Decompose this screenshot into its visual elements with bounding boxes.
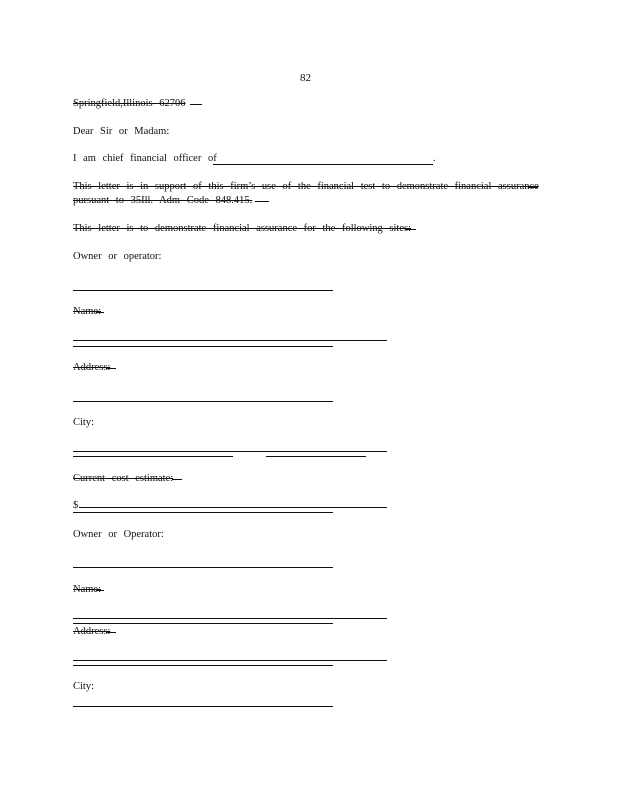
address-blank-2a[interactable]	[73, 660, 387, 661]
salutation: Dear Sir or Madam:	[73, 126, 170, 137]
city-label-2: City:	[73, 681, 95, 692]
strike-extension	[190, 104, 202, 105]
cost-estimate-label: Current cost estimate:	[73, 473, 174, 484]
support-line-1: This letter is in support of this firm’s use of the financial test to demonstrate financial assurance	[73, 181, 539, 192]
name-blank-2b[interactable]	[73, 623, 333, 624]
strike-extension	[106, 632, 116, 633]
strike-extension	[405, 229, 416, 230]
state-zip-blank-1[interactable]	[266, 456, 366, 457]
firm-name-blank[interactable]	[213, 164, 433, 165]
address-label-2: Address:	[73, 626, 111, 637]
city-blank-1b[interactable]	[73, 456, 233, 457]
name-blank-1a[interactable]	[73, 340, 387, 341]
cfo-statement: I am chief financial officer of	[73, 153, 217, 164]
strike-extension	[172, 479, 182, 480]
owner-operator-blank-2[interactable]	[73, 567, 333, 568]
owner-operator-blank-1[interactable]	[73, 290, 333, 291]
address-blank-1[interactable]	[73, 401, 333, 402]
cost-estimate-blank-a[interactable]	[79, 507, 387, 508]
page-number: 82	[300, 72, 311, 84]
strike-extension	[96, 312, 104, 313]
strike-extension	[255, 201, 269, 202]
address-blank-2b[interactable]	[73, 665, 333, 666]
owner-operator-label-1: Owner or operator:	[73, 251, 162, 262]
city-blank-1a[interactable]	[73, 451, 387, 452]
dollar-sign: $	[73, 500, 79, 511]
name-blank-1b[interactable]	[73, 346, 333, 347]
cfo-statement-period: .	[433, 153, 436, 164]
support-line-2: pursuant to 35Ill. Adm Code 848.415.	[73, 195, 253, 206]
name-label-1: Name:	[73, 306, 101, 317]
strike-extension	[96, 590, 104, 591]
strike-extension	[106, 368, 116, 369]
demonstrate-line: This letter is to demonstrate financial assurance for the following sites:	[73, 223, 411, 234]
cost-estimate-blank-b[interactable]	[73, 512, 333, 513]
owner-operator-label-2: Owner or Operator:	[73, 529, 164, 540]
name-label-2: Name:	[73, 584, 101, 595]
city-blank-2[interactable]	[73, 706, 333, 707]
city-label-1: City:	[73, 417, 95, 428]
strike-extension	[528, 187, 538, 188]
name-blank-2a[interactable]	[73, 618, 387, 619]
address-label-1: Address:	[73, 362, 111, 373]
address-line: Springfield,Illinois 62706	[73, 98, 186, 109]
